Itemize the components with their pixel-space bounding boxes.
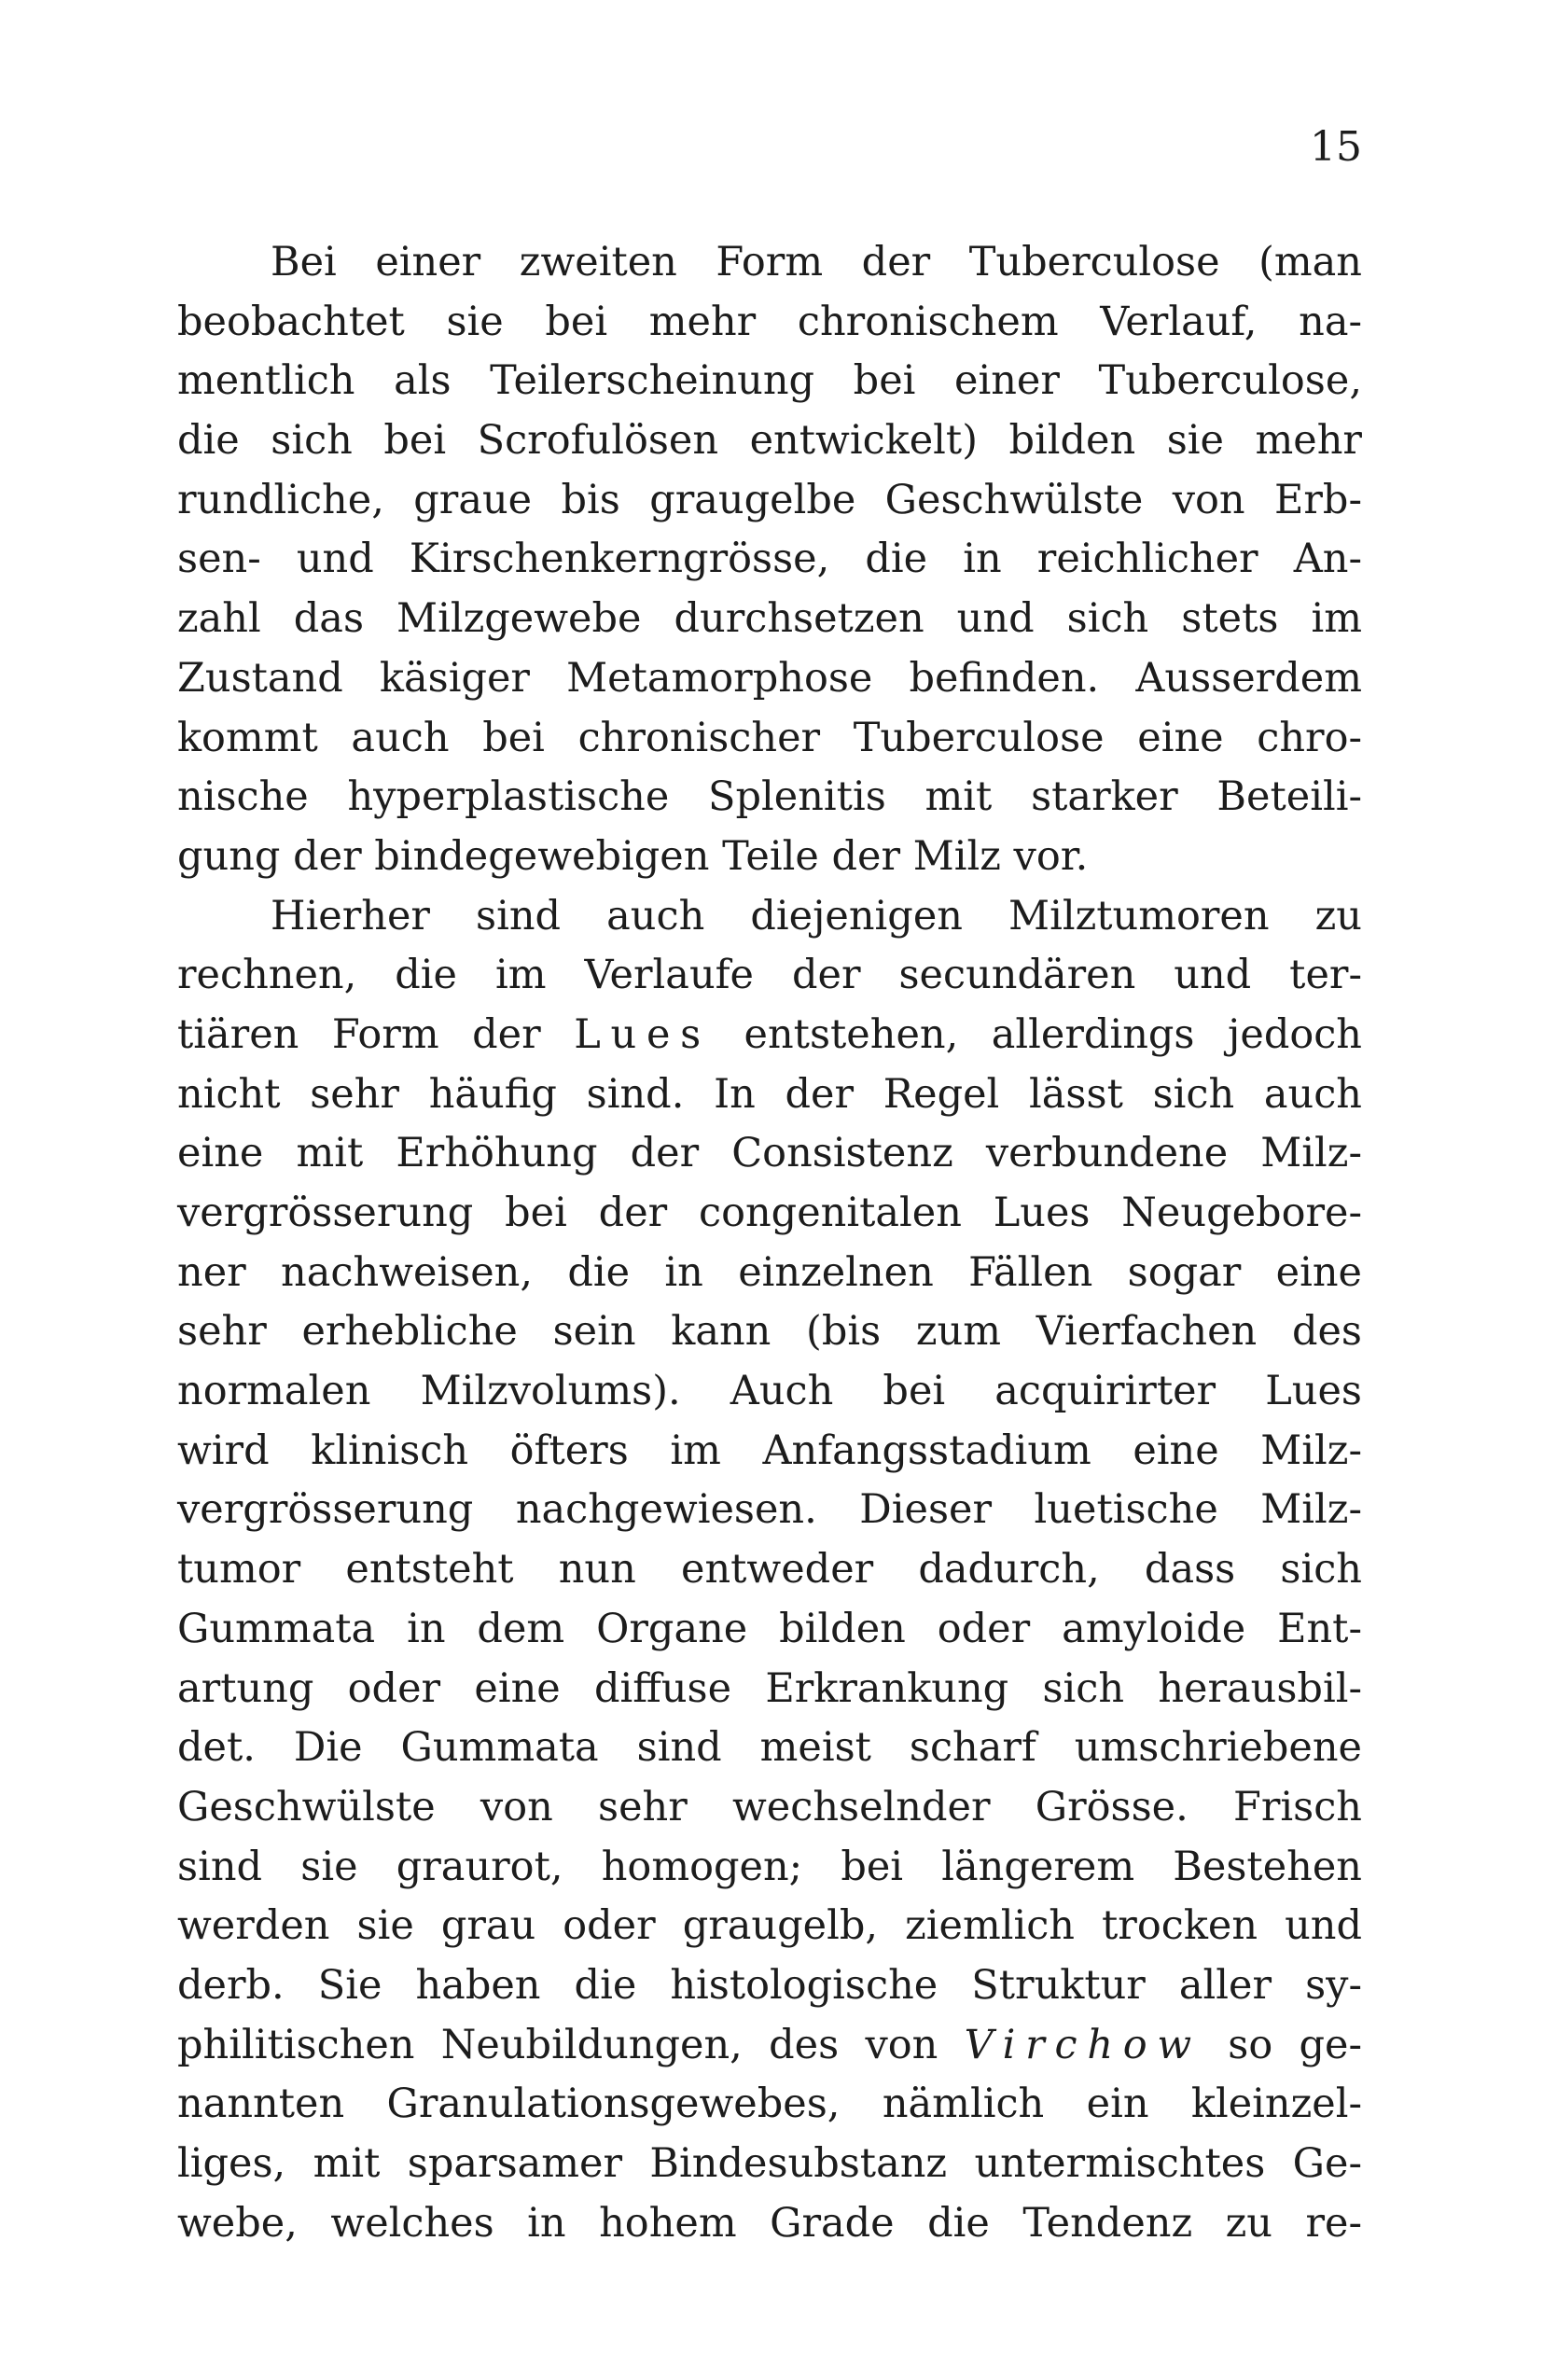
- text-segment: so ge-: [1228, 2021, 1362, 2068]
- text-line: die sich bei Scrofulösen entwickelt) bilden sie mehr: [177, 417, 1362, 465]
- text-line: Bei einer zweiten Form der Tuberculose (man: [271, 239, 1362, 285]
- body-text: [177, 233, 1362, 2253]
- text-line: Hierher sind auch diejenigen Milztumoren zu: [271, 892, 1362, 939]
- text-line: normalen Milzvolums). Auch bei acquirirter Lues: [177, 1368, 1362, 1415]
- text-line: webe, welches in hohem Grade die Tendenz zu re-: [177, 2199, 1362, 2247]
- emphasized-term: Lues: [574, 1010, 711, 1058]
- text-line: det. Die Gummata sind meist scharf umschriebene: [177, 1724, 1362, 1772]
- text-line: wird klinisch öfters im Anfangsstadium eine Milz-: [177, 1427, 1362, 1474]
- text-line: sehr erhebliche sein kann (bis zum Vierfachen des: [177, 1308, 1362, 1356]
- text-line: werden sie grau oder graugelb, ziemlich trocken und: [177, 1902, 1362, 1950]
- text-line: rundliche, graue bis graugelbe Geschwülste von Erb-: [177, 476, 1362, 523]
- text-line: tumor entsteht nun entweder dadurch, dass sich: [177, 1546, 1362, 1594]
- text-line: [177, 1006, 1362, 1065]
- text-line: [177, 2016, 1362, 2076]
- text-line: nannten Granulationsgewebes, nämlich ein kleinzel-: [177, 2081, 1362, 2128]
- text-segment: philitischen Neubildungen, des von: [177, 2021, 938, 2068]
- text-line: gung der bindegewebigen Teile der Milz vor.: [177, 832, 1089, 880]
- text-line: Gummata in dem Organe bilden oder amyloide Ent-: [177, 1605, 1362, 1652]
- text-line: rechnen, die im Verlaufe der secundären und ter-: [177, 952, 1362, 999]
- text-line: eine mit Erhöhung der Consistenz verbundene Milz-: [177, 1130, 1362, 1177]
- text-line: mentlich als Teilerscheinung bei einer Tuberculose,: [177, 357, 1362, 405]
- text-line: beobachtet sie bei mehr chronischem Verlauf, na-: [177, 298, 1362, 345]
- page-number: 15: [1310, 123, 1362, 171]
- text-line: Geschwülste von sehr wechselnder Grösse. Frisch: [177, 1783, 1362, 1830]
- text-line: vergrösserung nachgewiesen. Dieser luetische Milz-: [177, 1486, 1362, 1534]
- text-line: artung oder eine diffuse Erkrankung sich herausbil-: [177, 1664, 1362, 1712]
- emphasized-name: Virchow: [964, 2021, 1202, 2068]
- text-line: ner nachweisen, die in einzelnen Fällen sogar eine: [177, 1248, 1362, 1296]
- text-line: nicht sehr häufig sind. In der Regel lässt sich auch: [177, 1070, 1362, 1118]
- text-line: vergrösserung bei der congenitalen Lues Neugebore-: [177, 1190, 1362, 1236]
- text-line: kommt auch bei chronischer Tuberculose eine chro-: [177, 714, 1362, 761]
- text-line: zahl das Milzgewebe durchsetzen und sich stets im: [177, 595, 1362, 643]
- text-line: sen- und Kirschenkerngrösse, die in reichlicher An-: [177, 536, 1362, 583]
- text-segment: tiären Form der: [177, 1010, 541, 1058]
- text-line: Zustand käsiger Metamorphose befinden. Ausserdem: [177, 654, 1362, 702]
- text-line: liges, mit sparsamer Bindesubstanz untermischtes Ge-: [177, 2140, 1362, 2187]
- text-line: derb. Sie haben die histologische Struktur aller sy-: [177, 1961, 1362, 2009]
- text-line: nische hyperplastische Splenitis mit starker Beteili-: [177, 773, 1362, 821]
- text-line: sind sie graurot, homogen; bei längerem Bestehen: [177, 1843, 1362, 1890]
- text-segment: entstehen, allerdings jedoch: [744, 1010, 1363, 1058]
